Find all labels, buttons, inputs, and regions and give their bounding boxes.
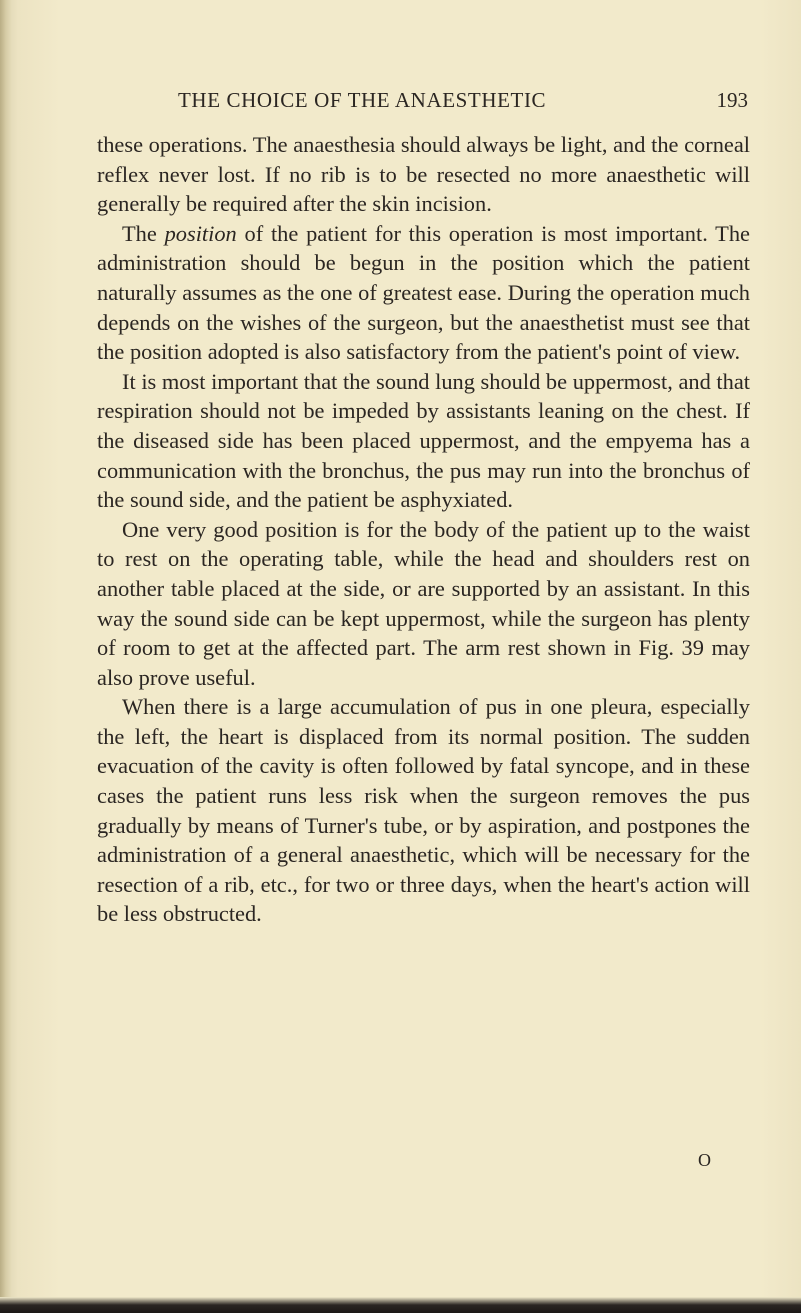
paragraph-4: One very good position is for the body of the patient up to the waist to rest on the operating table, while the head and shoulders rest on another table placed at the side, or are supported by an assistant. In this way the sound side can be kept uppermost, while the surgeon has plenty of room to get at the affected part. The arm rest shown in Fig. 39 may also prove useful.: [97, 516, 750, 690]
signature-mark: O: [698, 1150, 711, 1170]
page-header: [178, 88, 748, 118]
paragraph-2-emphasis: position: [164, 220, 237, 246]
page-gutter: [0, 0, 12, 1313]
paragraph-1: these operations. The anaesthesia should always be light, and the corneal reflex never lost. If no rib is to be resected no more anaesthetic will generally be required after the skin incision.: [97, 132, 750, 217]
page-number: 193: [716, 88, 748, 112]
paragraph-2-start: The: [122, 220, 165, 246]
paragraph-2: [97, 219, 750, 367]
paragraph-5: When there is a large accumulation of pus in one pleura, especially the left, the heart is displaced from its normal position. The sudden evacuation of the cavity is often followed by fatal syncope, and in these cases the patient runs less risk when the surgeon removes the pus gradually by means of Turner's tube, or by aspiration, and postpones the administration of a general anaesthetic, which will be necessary for the resection of a rib, etc., for two or three days, when the heart's action will be less obstructed.: [97, 694, 750, 927]
paragraph-2-rest: of the patient for this operation is most important. The administration should be begun in the position which the patient naturally assumes as the one of greatest ease. During the operation much depends on the wishes of the surgeon, but the anaesthetist must see that the position adopted is also satisfactory from the patient's point of view.: [97, 220, 750, 365]
paragraph-3: It is most important that the sound lung should be uppermost, and that respiration should not be impeded by assistants leaning on the chest. If the diseased side has been placed uppermost, and the empyema has a communication with the bronchus, the pus may run into the bronchus of the sound side, and the patient be asphyxiated.: [97, 368, 750, 513]
page-bottom-edge: [0, 1297, 801, 1313]
running-head: THE CHOICE OF THE ANAESTHETIC: [178, 88, 547, 112]
body-text: [97, 130, 750, 929]
